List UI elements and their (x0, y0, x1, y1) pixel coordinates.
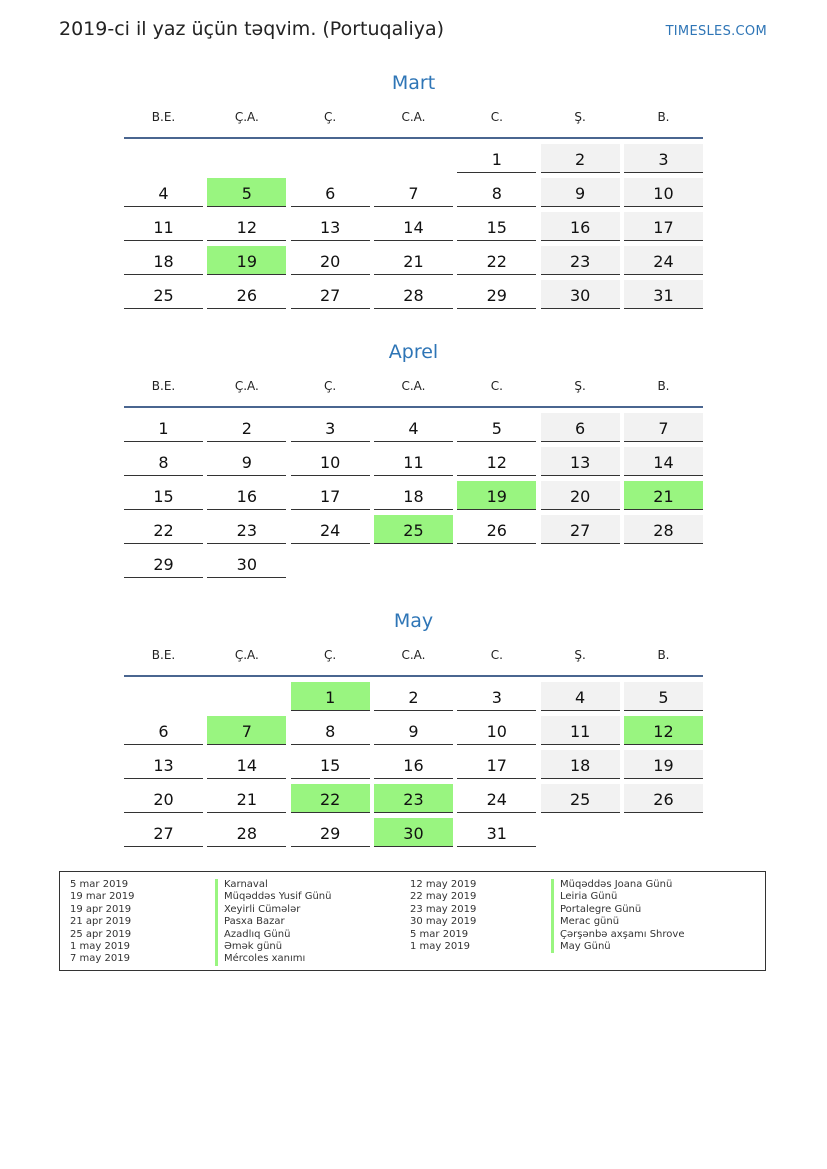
day-cell: 11 (124, 212, 203, 241)
legend-holiday-name: Merac günü (551, 916, 684, 928)
legend-dates-right (410, 879, 476, 953)
empty-cell (124, 682, 203, 711)
day-cell: 27 (124, 818, 203, 847)
weekday-label: C.A. (401, 648, 426, 662)
legend-holiday-name: Leiria Günü (551, 891, 684, 903)
holiday-legend (59, 871, 766, 971)
holiday-day-cell: 30 (374, 818, 453, 847)
weekday-label: B. (657, 379, 670, 393)
legend-date: 21 apr 2019 (70, 916, 132, 928)
day-cell: 30 (541, 280, 620, 309)
day-cell: 23 (541, 246, 620, 275)
day-cell: 6 (124, 716, 203, 745)
empty-cell (124, 144, 203, 173)
day-cell: 10 (291, 447, 370, 476)
holiday-day-cell: 21 (624, 481, 703, 510)
weekday-label: C.A. (401, 110, 426, 124)
day-cell: 8 (291, 716, 370, 745)
legend-date: 22 may 2019 (410, 891, 477, 903)
day-cell: 5 (457, 413, 536, 442)
empty-cell (207, 144, 286, 173)
day-cell: 11 (374, 447, 453, 476)
day-cell: 22 (457, 246, 536, 275)
day-cell: 4 (124, 178, 203, 207)
day-cell: 3 (291, 413, 370, 442)
legend-dates-left (70, 879, 135, 966)
legend-date: 1 may 2019 (70, 940, 130, 952)
empty-cell (207, 682, 286, 711)
month-title: May (393, 610, 434, 632)
day-cell: 29 (457, 280, 536, 309)
day-cell: 28 (374, 280, 453, 309)
day-cell: 3 (624, 144, 703, 173)
day-cell: 24 (291, 515, 370, 544)
weekday-label: B.E. (151, 110, 176, 124)
day-cell: 13 (124, 750, 203, 779)
weekday-label: Ç. (324, 379, 337, 393)
weekday-label: C. (490, 648, 503, 662)
day-cell: 7 (624, 413, 703, 442)
day-cell: 11 (541, 716, 620, 745)
day-cell: 16 (374, 750, 453, 779)
day-cell: 9 (374, 716, 453, 745)
day-cell: 20 (291, 246, 370, 275)
day-cell: 27 (541, 515, 620, 544)
day-cell: 2 (374, 682, 453, 711)
legend-holiday-name: Pasxa Bazar (215, 916, 331, 928)
day-cell: 30 (207, 549, 286, 578)
empty-cell (291, 144, 370, 173)
day-cell: 3 (457, 682, 536, 711)
day-cell: 13 (541, 447, 620, 476)
day-cell: 18 (124, 246, 203, 275)
weekday-label: C. (490, 379, 503, 393)
day-cell: 9 (541, 178, 620, 207)
legend-date: 5 mar 2019 (410, 928, 469, 940)
site-link[interactable]: TIMESLES.COM (665, 24, 767, 39)
legend-holiday-name: Azadlıq Günü (215, 929, 331, 941)
day-cell: 2 (207, 413, 286, 442)
day-cell: 28 (207, 818, 286, 847)
weekday-header (124, 372, 703, 400)
day-cell: 29 (291, 818, 370, 847)
holiday-day-cell: 25 (374, 515, 453, 544)
day-cell: 29 (124, 549, 203, 578)
day-cell: 18 (374, 481, 453, 510)
legend-holiday-name: Karnaval (215, 879, 331, 891)
day-cell: 6 (541, 413, 620, 442)
day-cell: 10 (624, 178, 703, 207)
day-cell: 12 (457, 447, 536, 476)
header-divider (124, 675, 703, 677)
weekday-label: B.E. (151, 648, 176, 662)
day-cell: 5 (624, 682, 703, 711)
page-title: 2019-ci il yaz üçün təqvim. (Portuqaliya) (59, 18, 445, 40)
day-cell: 1 (124, 413, 203, 442)
month-april (124, 338, 703, 578)
day-cell: 15 (291, 750, 370, 779)
holiday-day-cell: 1 (291, 682, 370, 711)
day-cell: 31 (457, 818, 536, 847)
day-cell: 13 (291, 212, 370, 241)
day-cell: 20 (541, 481, 620, 510)
day-cell: 27 (291, 280, 370, 309)
month-may (124, 607, 703, 847)
day-cell: 23 (207, 515, 286, 544)
day-cell: 28 (624, 515, 703, 544)
weekday-label: Ç.A. (234, 379, 259, 393)
legend-date: 12 may 2019 (410, 879, 477, 890)
legend-date: 1 may 2019 (410, 940, 470, 952)
legend-holiday-name: Portalegre Günü (551, 904, 684, 916)
day-cell: 6 (291, 178, 370, 207)
weekday-label: Ç. (324, 110, 337, 124)
legend-names-left (215, 879, 331, 966)
legend-date: 5 mar 2019 (70, 879, 129, 890)
legend-holiday-name: Xeyirli Cümələr (215, 904, 331, 916)
day-cell: 17 (457, 750, 536, 779)
weekday-header (124, 103, 703, 131)
legend-holiday-name: Çərşənbə axşamı Shrove (551, 929, 684, 941)
weekday-label: C. (490, 110, 503, 124)
legend-holiday-name: Əmək günü (215, 941, 331, 953)
day-cell: 2 (541, 144, 620, 173)
legend-holiday-name: Müqəddəs Joana Günü (551, 879, 684, 891)
day-cell: 16 (207, 481, 286, 510)
day-cell: 10 (457, 716, 536, 745)
weekday-label: Ç.A. (234, 648, 259, 662)
weekday-label: Ç. (324, 648, 337, 662)
month-title: Aprel (388, 341, 439, 363)
day-cell: 24 (457, 784, 536, 813)
day-cell: 21 (207, 784, 286, 813)
legend-date: 30 may 2019 (410, 916, 477, 928)
day-cell: 21 (374, 246, 453, 275)
day-cell: 19 (624, 750, 703, 779)
legend-date: 19 apr 2019 (70, 903, 132, 915)
day-cell: 14 (207, 750, 286, 779)
day-cell: 24 (624, 246, 703, 275)
weekday-label: Ş. (574, 110, 586, 124)
day-cell: 17 (291, 481, 370, 510)
day-cell: 26 (624, 784, 703, 813)
day-cell: 22 (124, 515, 203, 544)
day-cell: 15 (457, 212, 536, 241)
day-cell: 31 (624, 280, 703, 309)
day-grid (124, 144, 703, 309)
day-cell: 4 (374, 413, 453, 442)
legend-holiday-name: Mércoles xanımı (215, 953, 331, 965)
day-cell: 25 (541, 784, 620, 813)
day-cell: 4 (541, 682, 620, 711)
day-cell: 14 (624, 447, 703, 476)
month-march (124, 69, 703, 309)
legend-date: 25 apr 2019 (70, 928, 132, 940)
legend-holiday-name: May Günü (551, 941, 684, 953)
day-cell: 26 (457, 515, 536, 544)
weekday-label: Ş. (574, 648, 586, 662)
holiday-day-cell: 22 (291, 784, 370, 813)
legend-date: 19 mar 2019 (70, 891, 135, 903)
weekday-label: C.A. (401, 379, 426, 393)
holiday-day-cell: 23 (374, 784, 453, 813)
day-cell: 15 (124, 481, 203, 510)
empty-cell (374, 144, 453, 173)
day-cell: 16 (541, 212, 620, 241)
day-cell: 17 (624, 212, 703, 241)
day-cell: 1 (457, 144, 536, 173)
day-cell: 7 (374, 178, 453, 207)
day-cell: 9 (207, 447, 286, 476)
holiday-day-cell: 19 (207, 246, 286, 275)
day-grid (124, 413, 703, 578)
day-cell: 8 (457, 178, 536, 207)
weekday-label: B. (657, 110, 670, 124)
day-cell: 20 (124, 784, 203, 813)
holiday-day-cell: 7 (207, 716, 286, 745)
legend-date: 23 may 2019 (410, 903, 477, 915)
day-grid (124, 682, 703, 847)
header-divider (124, 406, 703, 408)
day-cell: 12 (207, 212, 286, 241)
day-cell: 26 (207, 280, 286, 309)
day-cell: 25 (124, 280, 203, 309)
weekday-label: Ş. (574, 379, 586, 393)
weekday-header (124, 641, 703, 669)
weekday-label: B.E. (151, 379, 176, 393)
weekday-label: Ç.A. (234, 110, 259, 124)
legend-holiday-name: Müqəddəs Yusif Günü (215, 891, 331, 903)
month-title: Mart (391, 72, 436, 94)
legend-date: 7 may 2019 (70, 953, 130, 965)
day-cell: 14 (374, 212, 453, 241)
legend-names-right (551, 879, 684, 953)
day-cell: 8 (124, 447, 203, 476)
day-cell: 18 (541, 750, 620, 779)
header-divider (124, 137, 703, 139)
holiday-day-cell: 19 (457, 481, 536, 510)
holiday-day-cell: 5 (207, 178, 286, 207)
weekday-label: B. (657, 648, 670, 662)
holiday-day-cell: 12 (624, 716, 703, 745)
